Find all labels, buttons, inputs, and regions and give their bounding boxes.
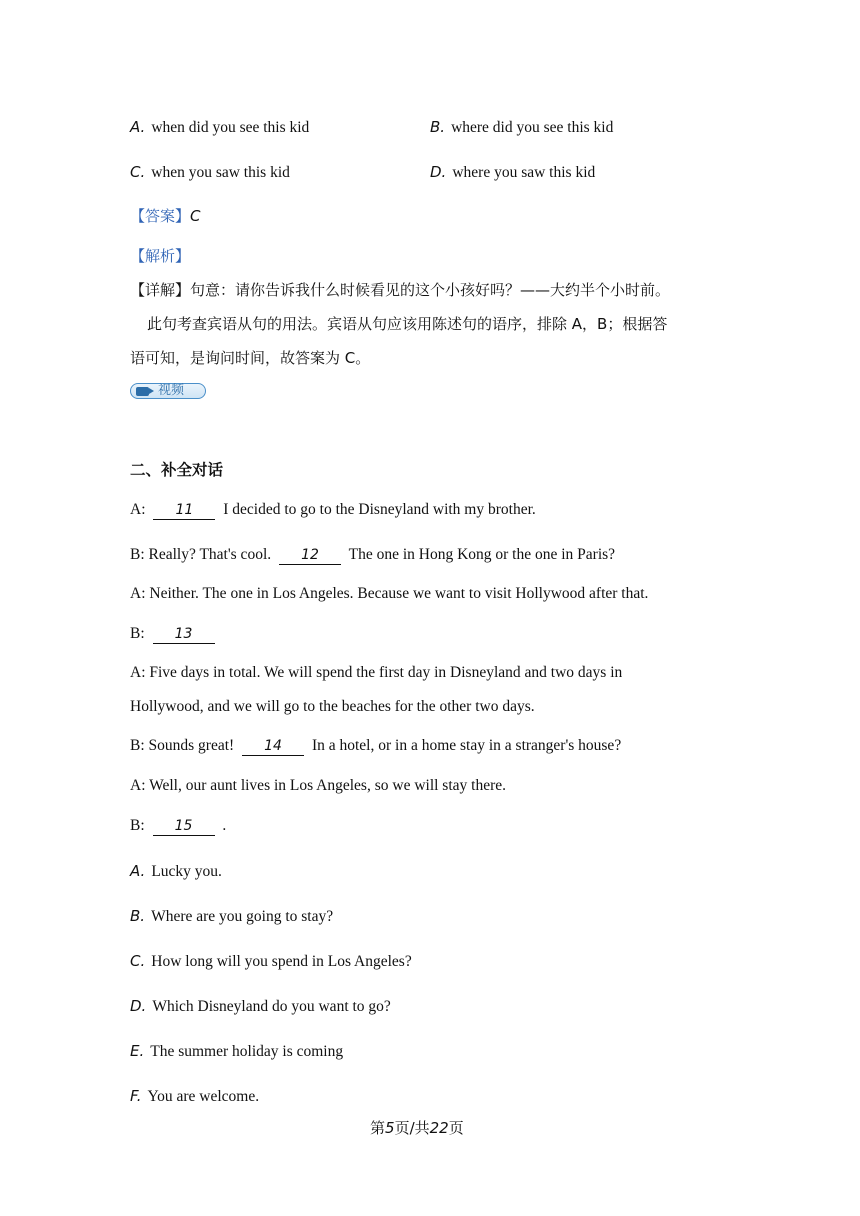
- option-a: [130, 861, 222, 882]
- video-camera-icon: [136, 387, 149, 396]
- option-a: [130, 117, 309, 138]
- footer-suffix: 页: [448, 1119, 464, 1137]
- video-button[interactable]: [130, 383, 206, 399]
- dialogue-line: A: Neither. The one in Los Angeles. Because we want to visit Hollywood after that.: [130, 585, 649, 602]
- option-e: [130, 1041, 343, 1062]
- dialogue-before: B: Sounds great!: [130, 737, 239, 754]
- option-letter: C.: [130, 952, 146, 970]
- dialogue-line: A: Well, our aunt lives in Los Angeles, so we will stay there.: [130, 777, 507, 794]
- analysis-label: 【解析】: [130, 247, 191, 265]
- detail-line: [130, 280, 670, 300]
- option-b: [130, 906, 333, 927]
- option-text: You are welcome.: [147, 1088, 260, 1105]
- page-number: 5: [385, 1119, 395, 1137]
- dialogue-line: [130, 624, 219, 644]
- page-footer: [370, 1118, 464, 1138]
- option-text: The summer holiday is coming: [150, 1043, 344, 1060]
- option-letter: D.: [130, 997, 147, 1015]
- dialogue-line: [130, 500, 536, 520]
- explanation-line-2: 语可知，是询问时间，故答案为 C。: [130, 349, 371, 367]
- option-letter: A.: [130, 118, 146, 136]
- dialogue-after: .: [218, 817, 227, 834]
- option-text: Lucky you.: [151, 863, 222, 880]
- dialogue-after: The one in Hong Kong or the one in Paris?: [345, 546, 616, 563]
- explanation-line-1: 此句考查宾语从句的用法。宾语从句应该用陈述句的语序，排除 A，B；根据答: [147, 315, 668, 333]
- dialogue-line: Hollywood, and we will go to the beaches for the other two days.: [130, 698, 535, 715]
- footer-middle: 页/共: [394, 1119, 430, 1137]
- option-b: [430, 117, 613, 138]
- option-text: Which Disneyland do you want to go?: [152, 998, 391, 1015]
- option-text: How long will you spend in Los Angeles?: [151, 953, 412, 970]
- answer-blank[interactable]: 12: [279, 547, 341, 565]
- option-letter: A.: [130, 862, 146, 880]
- option-letter: B.: [130, 907, 146, 925]
- video-label: 视频: [158, 383, 185, 398]
- dialogue-after: I decided to go to the Disneyland with my brother.: [219, 501, 536, 518]
- dialogue-line: A: Five days in total. We will spend the first day in Disneyland and two days in: [130, 664, 623, 681]
- option-c: [130, 162, 290, 183]
- detail-text: 句意：请你告诉我什么时候看见的这个小孩好吗？——大约半个小时前。: [190, 281, 671, 299]
- option-letter: B.: [430, 118, 446, 136]
- answer-blank[interactable]: 15: [153, 818, 215, 836]
- answer-blank[interactable]: 11: [153, 502, 215, 520]
- option-text: when did you see this kid: [151, 119, 310, 136]
- dialogue-before: B: Really? That's cool.: [130, 546, 275, 563]
- dialogue-line: [130, 816, 226, 836]
- option-letter: F.: [130, 1087, 142, 1105]
- option-letter: C.: [130, 163, 146, 181]
- option-text: where you saw this kid: [452, 164, 596, 181]
- answer-label: 【答案】: [130, 207, 191, 225]
- dialogue-before: A:: [130, 501, 150, 518]
- option-c: [130, 951, 412, 972]
- detail-label: 【详解】: [130, 281, 191, 299]
- dialogue-line: [130, 545, 615, 565]
- option-letter: E.: [130, 1042, 145, 1060]
- dialogue-before: B:: [130, 625, 149, 642]
- option-text: Where are you going to stay?: [151, 908, 334, 925]
- option-f: [130, 1086, 259, 1107]
- option-text: where did you see this kid: [451, 119, 614, 136]
- option-d: [130, 996, 391, 1017]
- dialogue-line: [130, 736, 621, 756]
- section-heading: 二、补全对话: [130, 461, 224, 479]
- answer-blank[interactable]: 14: [242, 738, 304, 756]
- answer-value: C: [190, 207, 201, 225]
- footer-prefix: 第: [370, 1119, 386, 1137]
- dialogue-before: B:: [130, 817, 149, 834]
- answer-blank[interactable]: 13: [153, 626, 215, 644]
- option-d: [430, 162, 595, 183]
- option-letter: D.: [430, 163, 447, 181]
- dialogue-after: In a hotel, or in a home stay in a stranger's house?: [308, 737, 622, 754]
- total-pages: 22: [429, 1119, 449, 1137]
- option-text: when you saw this kid: [151, 164, 290, 181]
- answer-line: [130, 206, 207, 227]
